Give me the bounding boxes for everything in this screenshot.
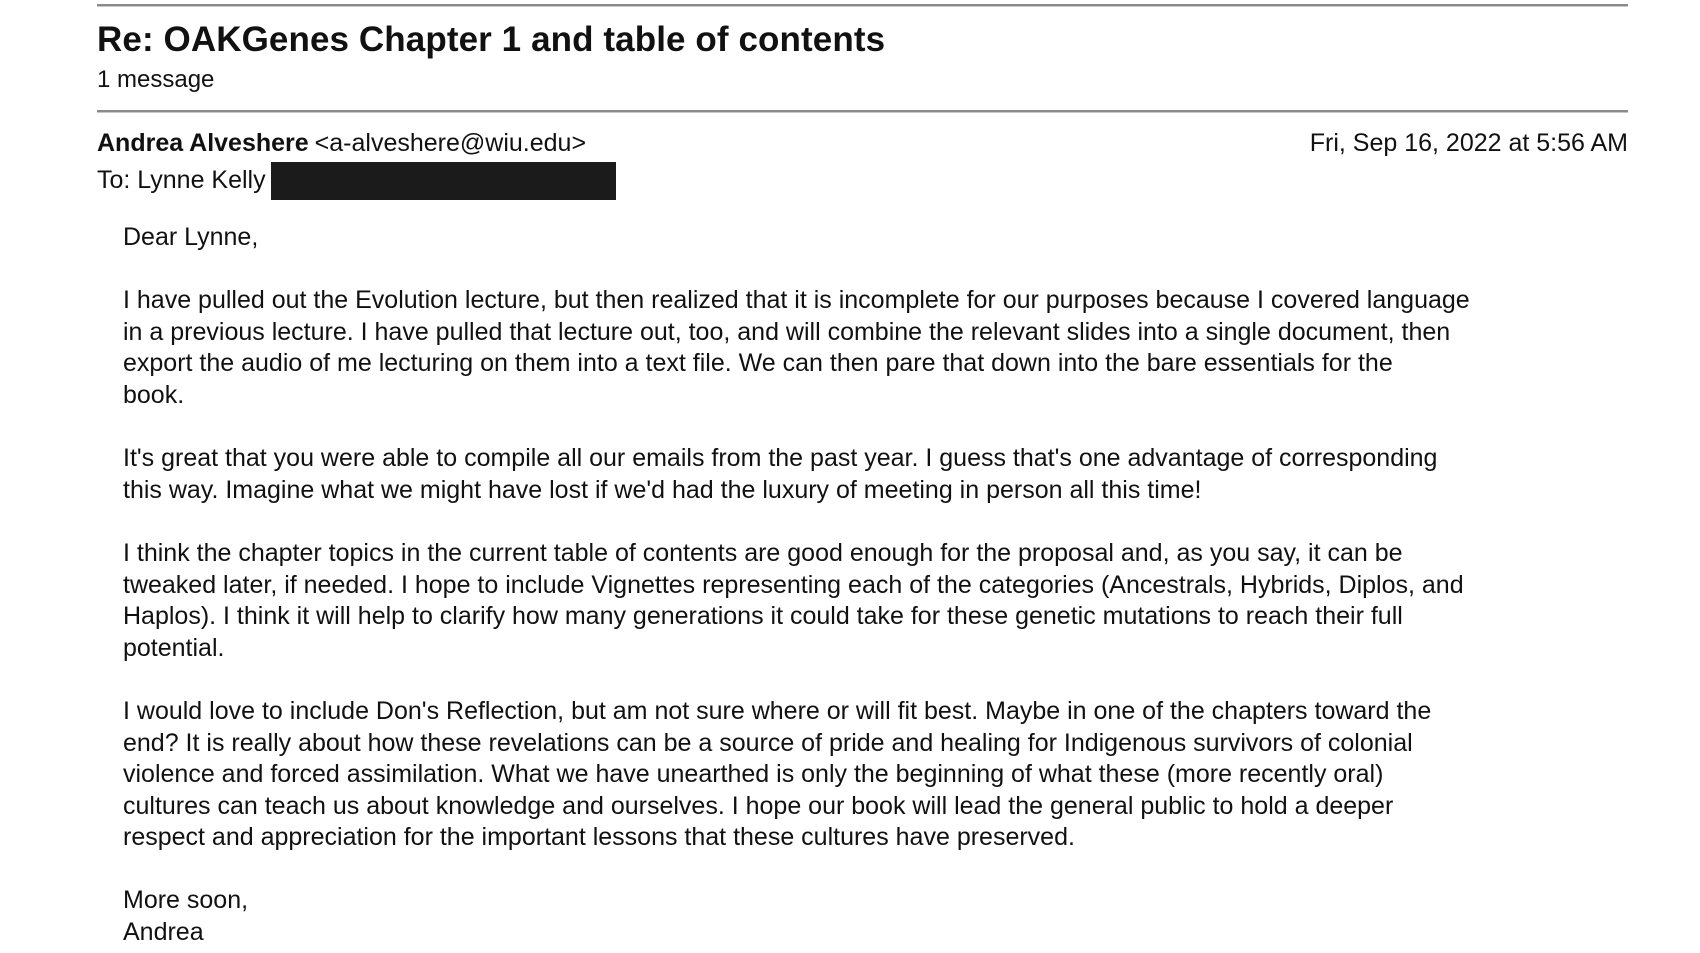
paragraph-line: It's great that you were able to compile all our emails from the past year. I guess that's one advantage of corresponding <box>123 444 1438 473</box>
email-subject: Re: OAKGenes Chapter 1 and table of contents <box>97 20 886 59</box>
top-divider <box>97 4 1628 6</box>
paragraph-line: I think the chapter topics in the current table of contents are good enough for the proposal and, as you say, it can be <box>123 538 1403 567</box>
paragraph-line: violence and forced assimilation. What we have unearthed is only the beginning of what these (more recently oral) <box>123 760 1384 789</box>
paragraph-2 <box>123 443 1623 506</box>
paragraph-line: in a previous lecture. I have pulled that lecture out, too, and will combine the relevant slides into a single document, then <box>123 317 1451 346</box>
paragraph-line: respect and appreciation for the important lessons that these cultures have preserved. <box>123 823 1075 852</box>
redaction-block <box>271 162 616 200</box>
paragraph-spacer <box>123 854 1623 886</box>
signature: Andrea <box>123 918 204 947</box>
paragraph-spacer <box>123 506 1623 538</box>
recipient-row <box>97 160 616 200</box>
email-body <box>123 222 1623 949</box>
recipient-name: To: Lynne Kelly <box>97 165 266 194</box>
paragraph-line: cultures can teach us about knowledge and ourselves. I hope our book will lead the general public to hold a deeper <box>123 791 1394 820</box>
paragraph-line: export the audio of me lecturing on them into a text file. We can then pare that down into the bare essentials for the <box>123 349 1393 378</box>
paragraph-line: I would love to include Don's Reflection, but am not sure where or will fit best. Maybe in one of the chapters toward the <box>123 696 1432 725</box>
message-count: 1 message <box>97 66 215 93</box>
sender-name: Andrea Alveshere <box>97 129 309 157</box>
paragraph-4 <box>123 696 1623 854</box>
paragraph-line: potential. <box>123 633 225 662</box>
paragraph-1 <box>123 285 1623 411</box>
closing: More soon, <box>123 886 249 915</box>
paragraph-spacer <box>123 664 1623 696</box>
paragraph-line: Haplos). I think it will help to clarify how many generations it could take for these genetic mutations to reach their full <box>123 602 1403 631</box>
sender-row <box>97 129 1628 158</box>
paragraph-line: book. <box>123 380 185 409</box>
paragraph-spacer <box>123 412 1623 444</box>
paragraph-line: I have pulled out the Evolution lecture, but then realized that it is incomplete for our purposes because I covered language <box>123 286 1470 315</box>
paragraph-line: tweaked later, if needed. I hope to include Vignettes representing each of the categories (Ancestrals, Hybrids, Diplos, and <box>123 570 1464 599</box>
greeting: Dear Lynne, <box>123 223 259 251</box>
paragraph-spacer <box>123 254 1623 286</box>
sender-email[interactable]: <a-alveshere@wiu.edu> <box>314 129 587 157</box>
message-date: Fri, Sep 16, 2022 at 5:56 AM <box>1309 129 1628 157</box>
header-divider <box>97 110 1628 112</box>
paragraph-line: this way. Imagine what we might have lost if we'd had the luxury of meeting in person all this time! <box>123 475 1202 504</box>
paragraph-3 <box>123 538 1623 664</box>
paragraph-line: end? It is really about how these revelations can be a source of pride and healing for Indigenous survivors of colonial <box>123 728 1413 757</box>
